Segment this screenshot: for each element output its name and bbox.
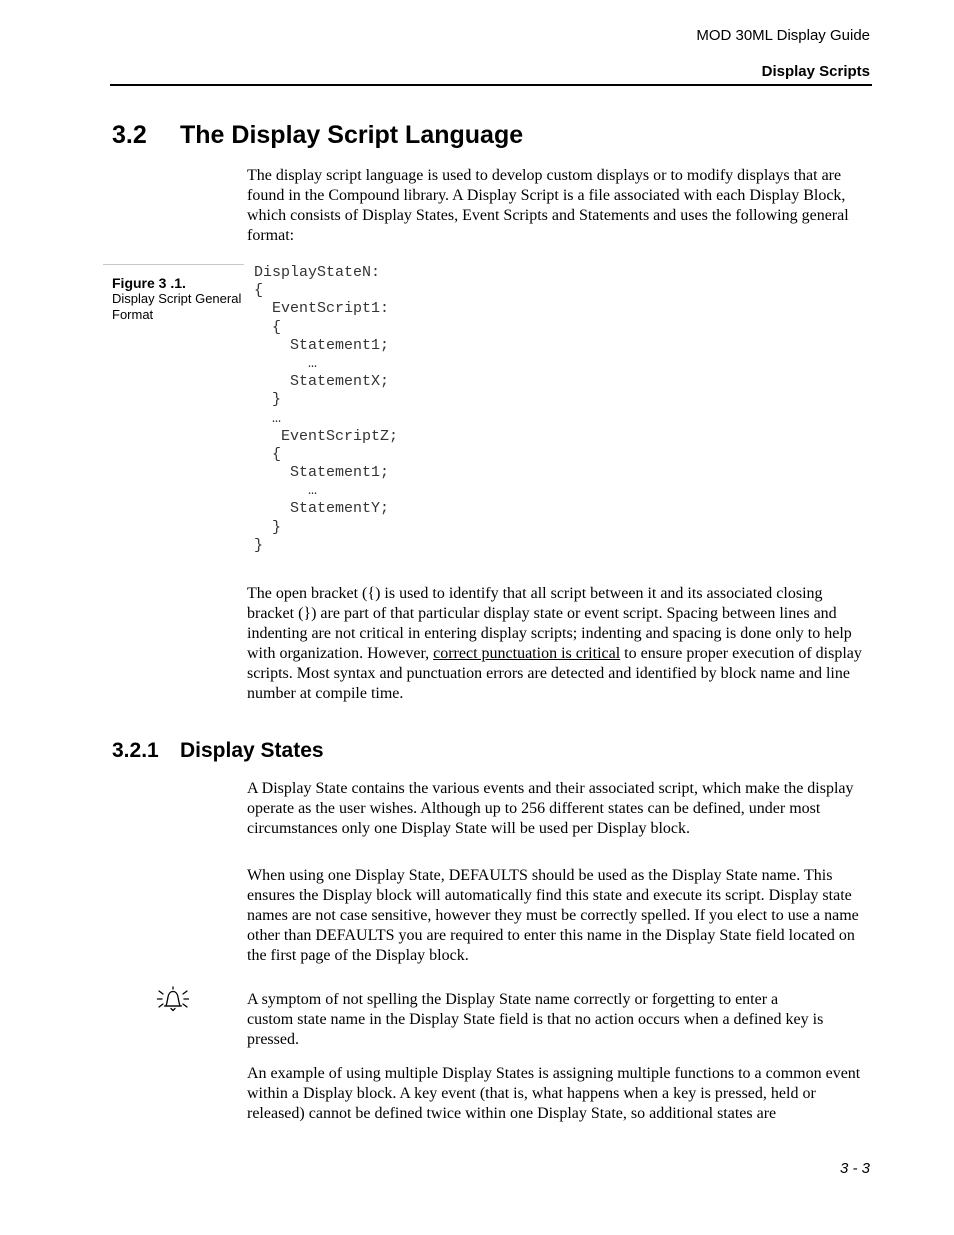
header-guide-title: MOD 30ML Display Guide: [696, 27, 870, 44]
code-line: }: [254, 391, 282, 409]
note-paragraph: A symptom of not spelling the Display State name correctly or forgetting to enter a custom state name in the Display State field is that no action occurs when a defined key is pressed.: [247, 991, 824, 1048]
code-line: StatementY;: [254, 500, 390, 518]
figure-description: Display Script General Format: [112, 291, 242, 322]
header-section-title: Display Scripts: [761, 63, 870, 80]
figure-caption: [112, 275, 242, 323]
code-line: …: [254, 354, 318, 372]
section-heading: [112, 121, 523, 150]
display-states-paragraph-2: When using one Display State, DEFAULTS should be used as the Display State name. This ensures the Display block will automatically find this state and execute its script. Display state names are not case sensitive, however they must be correctly spelled. If you elect to use a name other than DEFAULTS you are required to enter this name in the Display State field located on the first page of the Display block.: [247, 867, 859, 964]
code-line: {: [254, 318, 282, 336]
subsection-number: 3.2.1: [112, 739, 159, 762]
page-number: 3 - 3: [839, 1160, 870, 1177]
code-line: …: [254, 482, 318, 500]
header-rule: [110, 84, 872, 86]
display-states-paragraph-3: An example of using multiple Display States is assigning multiple functions to a common event within a Display block. A key event (that is, what happens when a key is pressed, held or released) cannot be defined twice within one Display State, so additional states are: [247, 1065, 861, 1122]
code-line: }: [254, 536, 264, 554]
code-line: DisplayStateN:: [254, 264, 381, 281]
code-line: EventScriptZ;: [254, 427, 399, 445]
section-title: The Display Script Language: [180, 121, 524, 149]
section-number: 3.2: [112, 121, 147, 149]
code-block: [254, 264, 398, 555]
code-line: Statement1;: [254, 464, 390, 482]
subsection-heading: [112, 739, 324, 763]
code-line: {: [254, 282, 264, 300]
brackets-paragraph: [247, 584, 869, 704]
code-line: EventScript1:: [254, 300, 390, 318]
code-line: …: [254, 409, 282, 427]
code-line: StatementX;: [254, 373, 390, 391]
code-line: }: [254, 518, 282, 536]
brackets-text-underlined: correct punctuation is critical: [433, 645, 621, 662]
code-line: {: [254, 445, 282, 463]
display-states-paragraph-1: A Display State contains the various events and their associated script, which make the display operate as the user wishes. Although up to 256 different states can be defined, under most circumstances only one Display State will be used per Display block.: [247, 780, 854, 837]
figure-label: Figure 3 .1.: [112, 275, 186, 291]
subsection-title: Display States: [180, 739, 324, 762]
alarm-bell-icon: [156, 986, 190, 1014]
brackets-text-after: to ensure proper execution of display scripts. Most syntax and punctuation errors are detected and identified by block name and line number at compile time.: [247, 645, 862, 702]
figure-rule: [103, 264, 244, 265]
intro-paragraph: The display script language is used to develop custom displays or to modify displays that are found in the Compound library. A Display Script is a file associated with each Display Block, which consists of Display States, Event Scripts and Statements and uses the following general format:: [247, 167, 849, 244]
brackets-text-before: The open bracket ({) is used to identify that all script between it and its associated closing bracket (}) are part of that particular display state or event script. Spacing between lines and indenting are not critical in entering display scripts; indenting and spacing is done only to help with organization. However,: [247, 585, 852, 662]
code-line: Statement1;: [254, 336, 390, 354]
